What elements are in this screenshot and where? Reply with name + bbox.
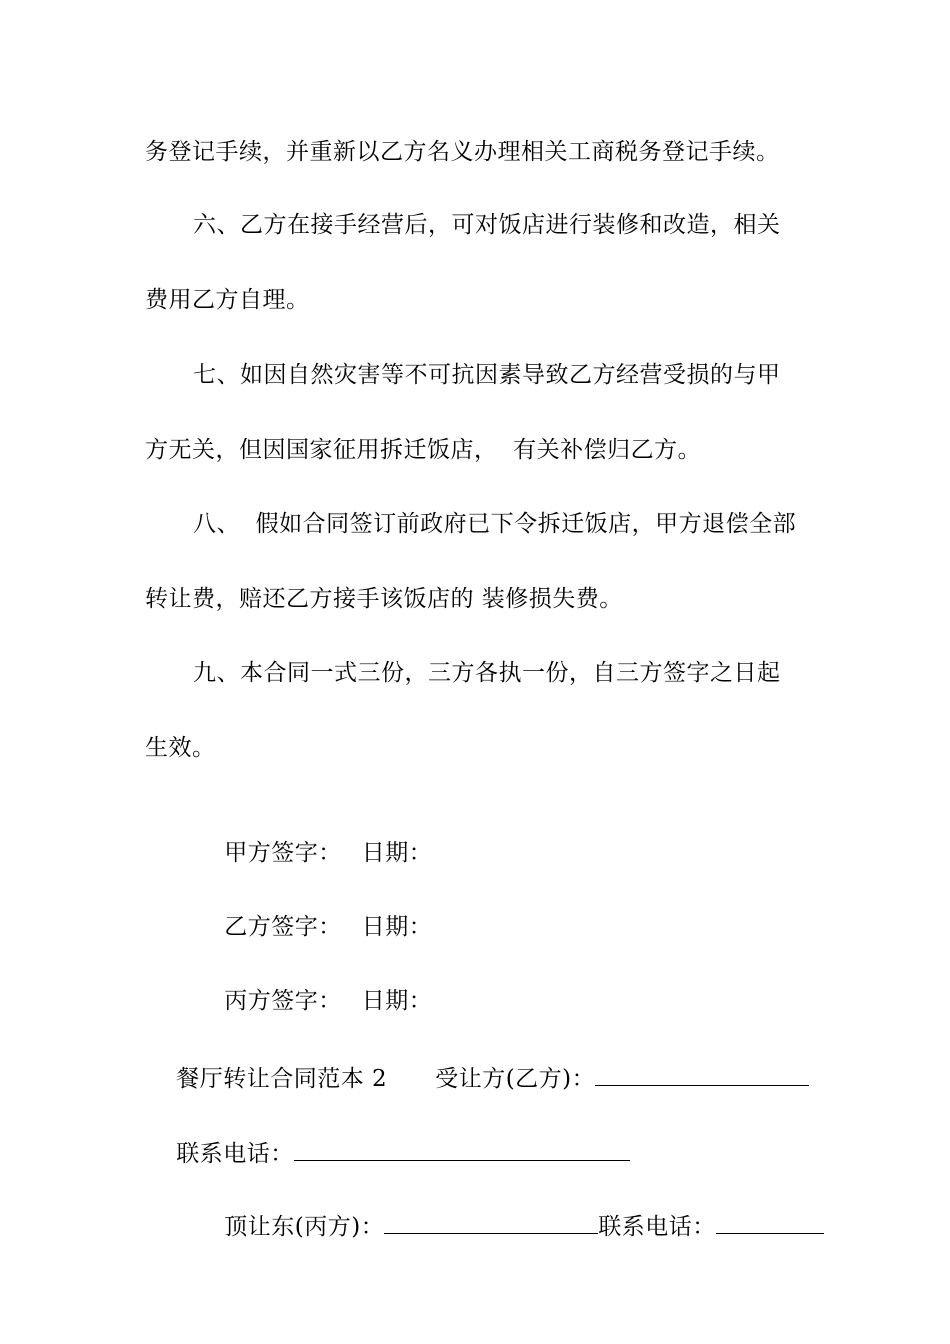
phone-blank[interactable]: [294, 1138, 630, 1161]
paragraph-line: 六、乙方在接手经营后，可对饭店进行装修和改造，相关: [193, 212, 781, 238]
assignee-label: 顶让东(丙方)：: [224, 1214, 385, 1240]
transferee-blank[interactable]: [595, 1063, 809, 1086]
paragraph-line: 转让费，赔还乙方接手该饭店的 装修损失费。: [145, 586, 623, 612]
signature-label: 丙方签字：: [224, 988, 342, 1014]
paragraph-line: 务登记手续，并重新以乙方名义办理相关工商税务登记手续。: [145, 139, 780, 165]
assignee-line: [193, 1181, 824, 1272]
paragraph-line: 方无关，但因国家征用拆迁饭店， 有关补偿归乙方。: [145, 437, 702, 463]
signature-label: 乙方签字：: [224, 914, 342, 940]
date-label: 日期：: [361, 840, 433, 866]
phone-label: 联系电话：: [176, 1141, 294, 1167]
phone-blank[interactable]: [716, 1211, 824, 1234]
signature-label: 甲方签字：: [224, 840, 342, 866]
paragraph-line: 生效。: [145, 735, 216, 761]
paragraph-line: 九、本合同一式三份，三方各执一份，自三方签字之日起: [193, 660, 781, 686]
transferee-label: 受让方(乙方)：: [435, 1066, 596, 1092]
phone-label: 联系电话：: [598, 1214, 716, 1240]
paragraph-line: 费用乙方自理。: [145, 287, 310, 313]
paragraph-line: 七、如因自然灾害等不可抗因素导致乙方经营受损的与甲: [193, 362, 781, 388]
paragraph-line: 八、 假如合同签订前政府已下令拆迁饭店，甲方退偿全部: [193, 511, 797, 537]
date-label: 日期：: [361, 988, 433, 1014]
assignee-blank[interactable]: [384, 1211, 598, 1234]
contract2-title: 餐厅转让合同范本 2: [176, 1066, 388, 1092]
date-label: 日期：: [361, 914, 433, 940]
